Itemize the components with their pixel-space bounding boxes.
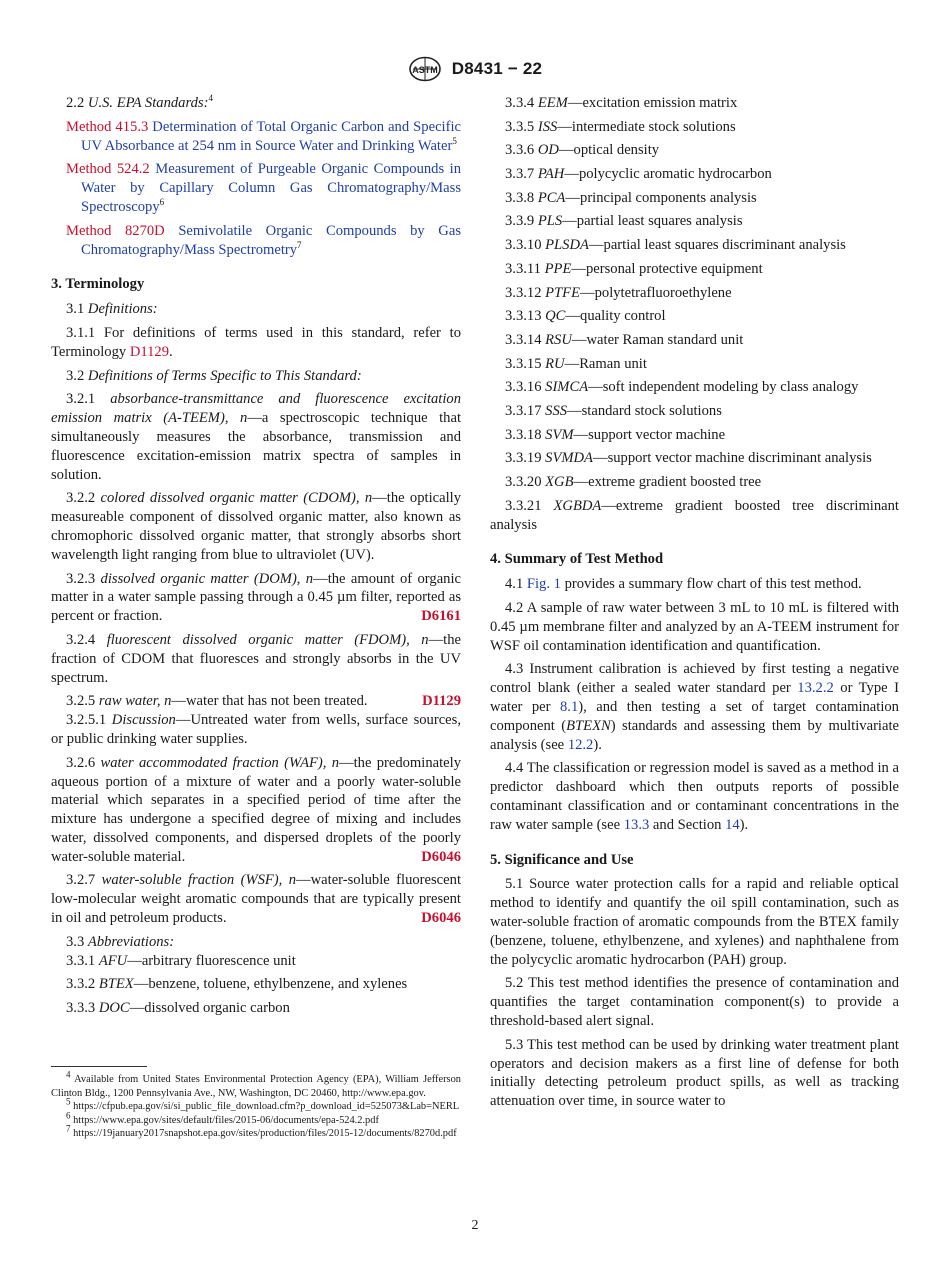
section-3-1-1: 3.1.1 For definitions of terms used in this standard, refer to Terminology D1129.	[51, 324, 461, 360]
ref-d1129[interactable]: D1129	[129, 343, 170, 360]
definition-wsf: 3.2.7 water-soluble fraction (WSF), n—water-soluble fluorescent low-molecular weight aromatic compounds that are typically present in oil and petroleum products. D6046	[51, 872, 461, 927]
abbrev-plsda: 3.3.10 PLSDA—partial least squares discriminant analysis	[505, 237, 846, 254]
abbrev-ppe: 3.3.11 PPE—personal protective equipment	[505, 260, 763, 277]
section-4-3: 4.3 Instrument calibration is achieved by first testing a negative control blank (either a sealed water standard per 13.2.2 or Type I water per 8.1), and then testing a set of target contamination component (BTEXN) standards and assessing them by multivariate analysis (see 12.2).	[490, 661, 899, 753]
right-column	[490, 94, 899, 1116]
abbrev-xgb: 3.3.20 XGB—extreme gradient boosted tree	[505, 474, 762, 491]
abbrev-ru: 3.3.15 RU—Raman unit	[505, 355, 647, 372]
ref-8-1[interactable]: 8.1	[560, 698, 579, 715]
section-4-1: 4.1 Fig. 1 provides a summary flow chart of this test method.	[505, 576, 862, 593]
abbrev-pah: 3.3.7 PAH—polycyclic aromatic hydrocarbon	[505, 166, 772, 183]
astm-logo-icon	[408, 56, 442, 82]
page-header	[0, 56, 950, 82]
ref-13-3[interactable]: 13.3	[623, 816, 650, 833]
section-5-heading: 5. Significance and Use	[490, 851, 634, 868]
ref-fig-1[interactable]: Fig. 1	[526, 576, 561, 593]
ref-d1129-raw[interactable]: D1129	[422, 693, 461, 710]
abbrev-ptfe: 3.3.12 PTFE—polytetrafluoroethylene	[505, 284, 732, 301]
left-column	[51, 94, 461, 1023]
section-3-3: 3.3 Abbreviations:	[66, 933, 175, 950]
section-4-2: 4.2 A sample of raw water between 3 mL to 10 mL is filtered with 0.45 µm membrane filter and analyzed by an A-TEEM instrument for WSF oil contamination identification and quantification.	[490, 599, 899, 654]
page-number: 2	[471, 1218, 479, 1233]
ref-section-14[interactable]: 14	[725, 816, 740, 833]
footnote-6[interactable]: $^6$ https://www.epa.gov/sites/default/files/2015-06/documents/epa-524.2.pdf	[66, 1110, 379, 1126]
discussion-raw-water: 3.2.5.1 Discussion—Untreated water from wells, surface sources, or public drinking water supplies.	[51, 712, 461, 747]
footnote-7[interactable]: $^7$ https://19january2017snapshot.epa.gov/sites/production/files/2015-12/documents/8270d.pdf	[66, 1123, 457, 1140]
section-4-4: 4.4 The classification or regression model is saved as a method in a predictor dashboard which then outputs reports of possible contaminant classification and or contaminant concentrations in the raw water sample (see 13.3 and Section 14).	[490, 760, 899, 833]
abbrev-afu: 3.3.1 AFU—arbitrary fluorescence unit	[66, 952, 296, 969]
abbrev-rsu: 3.3.14 RSU—water Raman standard unit	[505, 331, 744, 348]
ref-d6046-wsf[interactable]: D6046	[421, 910, 461, 927]
abbrev-svm: 3.3.18 SVM—support vector machine	[505, 426, 726, 443]
definition-raw-water: 3.2.5 raw water, n—water that has not been treated. D1129	[66, 693, 461, 710]
abbrev-iss: 3.3.5 ISS—intermediate stock solutions	[505, 118, 736, 135]
section-2-2-heading: 2.2 U.S. EPA Standards:$^4$	[66, 93, 213, 111]
method-415-3[interactable]: Method 415.3 Determination of Total Organic Carbon and Specific UV Absorbance at 254 nm in Source Water and Drinking Water$^5$	[66, 118, 461, 154]
footnotes	[51, 1069, 461, 1141]
abbrev-pca: 3.3.8 PCA—principal components analysis	[505, 189, 757, 206]
abbrev-eem: 3.3.4 EEM—excitation emission matrix	[505, 95, 738, 111]
definition-cdom: 3.2.2 colored dissolved organic matter (CDOM), n—the optically measureable component of dissolved organic matter, also known as chromophoric dissolved organic matter, that strongly absorbs short wavelength light ranging from blue to ultraviolet (UV).	[51, 490, 461, 563]
abbrev-pls: 3.3.9 PLS—partial least squares analysis	[505, 213, 743, 230]
section-5-3: 5.3 This test method can be used by drinking water treatment plant operators and decision makers as a first line of defense for both initially detecting petroleum product spills, as well as tracking attenuation over time, in source water to	[490, 1036, 899, 1110]
section-5-1: 5.1 Source water protection calls for a rapid and reliable optical method to identify and quantify the oil spill contamination, such as water-soluble fraction of aromatic compounds from the BTEX family (benzene, toluene, ethylbenzene, and xylenes) and naphthalene from the polycyclic aromatic hydrocarbon (PAH) group.	[490, 876, 899, 968]
method-8270d[interactable]: Method 8270D Semivolatile Organic Compounds by Gas Chromatography/Mass Spectrometry$^7$	[66, 222, 461, 258]
definition-a-teem: 3.2.1 absorbance-transmittance and fluorescence excitation emission matrix (A-TEEM), n—a spectroscopic technique that simultaneously measures the absorbance, transmission and fluorescence excitation-emission matrix spectra of samples in solution.	[51, 391, 462, 483]
ref-d6046-waf[interactable]: D6046	[421, 848, 461, 865]
document-designation: D8431 − 22	[451, 59, 543, 78]
footnote-4: $^4$ Available from United States Environmental Protection Agency (EPA), William Jefferson Clinton Bldg., 1200 Pennsylvania Ave., NW, Washington, DC 20460, http://www.epa.gov.	[51, 1069, 461, 1099]
abbrev-simca: 3.3.16 SIMCA—soft independent modeling by class analogy	[505, 379, 859, 396]
ref-d6161[interactable]: D6161	[421, 608, 461, 625]
abbrev-sss: 3.3.17 SSS—standard stock solutions	[505, 402, 722, 419]
section-3-1: 3.1 Definitions:	[66, 301, 158, 318]
definition-waf: 3.2.6 water accommodated fraction (WAF), n—the predominately aqueous portion of a mixture of water and a poorly water-soluble material which separates in a specified period of time after the mixture has undergone a specified degree of mixing and includes water, dissolved components, and dispersed droplets of the poorly water-soluble material. D6046	[51, 754, 461, 865]
svg-text:ASTM: ASTM	[412, 65, 438, 75]
abbrev-od: 3.3.6 OD—optical density	[505, 142, 660, 159]
abbrev-svmda: 3.3.19 SVMDA—support vector machine discriminant analysis	[505, 450, 872, 467]
abbrev-doc: 3.3.3 DOC—dissolved organic carbon	[66, 1000, 290, 1017]
section-3-heading: 3. Terminology	[51, 276, 145, 293]
footnote-divider	[51, 1066, 147, 1067]
section-4-heading: 4. Summary of Test Method	[490, 551, 664, 568]
ref-12-2[interactable]: 12.2	[567, 736, 594, 753]
abbrev-qc: 3.3.13 QC—quality control	[505, 308, 666, 325]
definition-fdom: 3.2.4 fluorescent dissolved organic matter (FDOM), n—the fraction of CDOM that fluoresces and strongly absorbs in the UV spectrum.	[51, 631, 461, 686]
abbrev-btex: 3.3.2 BTEX—benzene, toluene, ethylbenzene, and xylenes	[66, 976, 408, 993]
ref-13-2-2[interactable]: 13.2.2	[797, 680, 834, 697]
section-5-2: 5.2 This test method identifies the presence of contamination and quantifies the target contamination component(s) to provide a threshold-based alert signal.	[490, 975, 899, 1029]
footnote-5[interactable]: $^5$ https://cfpub.epa.gov/si/si_public_file_download.cfm?p_download_id=525073&Lab=NERL	[66, 1096, 460, 1113]
abbrev-xgbda: 3.3.21 XGBDA—extreme gradient boosted tree discriminant analysis	[490, 497, 899, 533]
definition-dom: 3.2.3 dissolved organic matter (DOM), n—the amount of organic matter in a water sample passing through a 0.45 µm filter, reported as percent or fraction. D6161	[51, 570, 461, 625]
method-524-2[interactable]: Method 524.2 Measurement of Purgeable Organic Compounds in Water by Capillary Column Gas Chromatography/Mass Spectroscopy$^6$	[66, 161, 461, 215]
section-3-2: 3.2 Definitions of Terms Specific to This Standard:	[66, 367, 362, 384]
